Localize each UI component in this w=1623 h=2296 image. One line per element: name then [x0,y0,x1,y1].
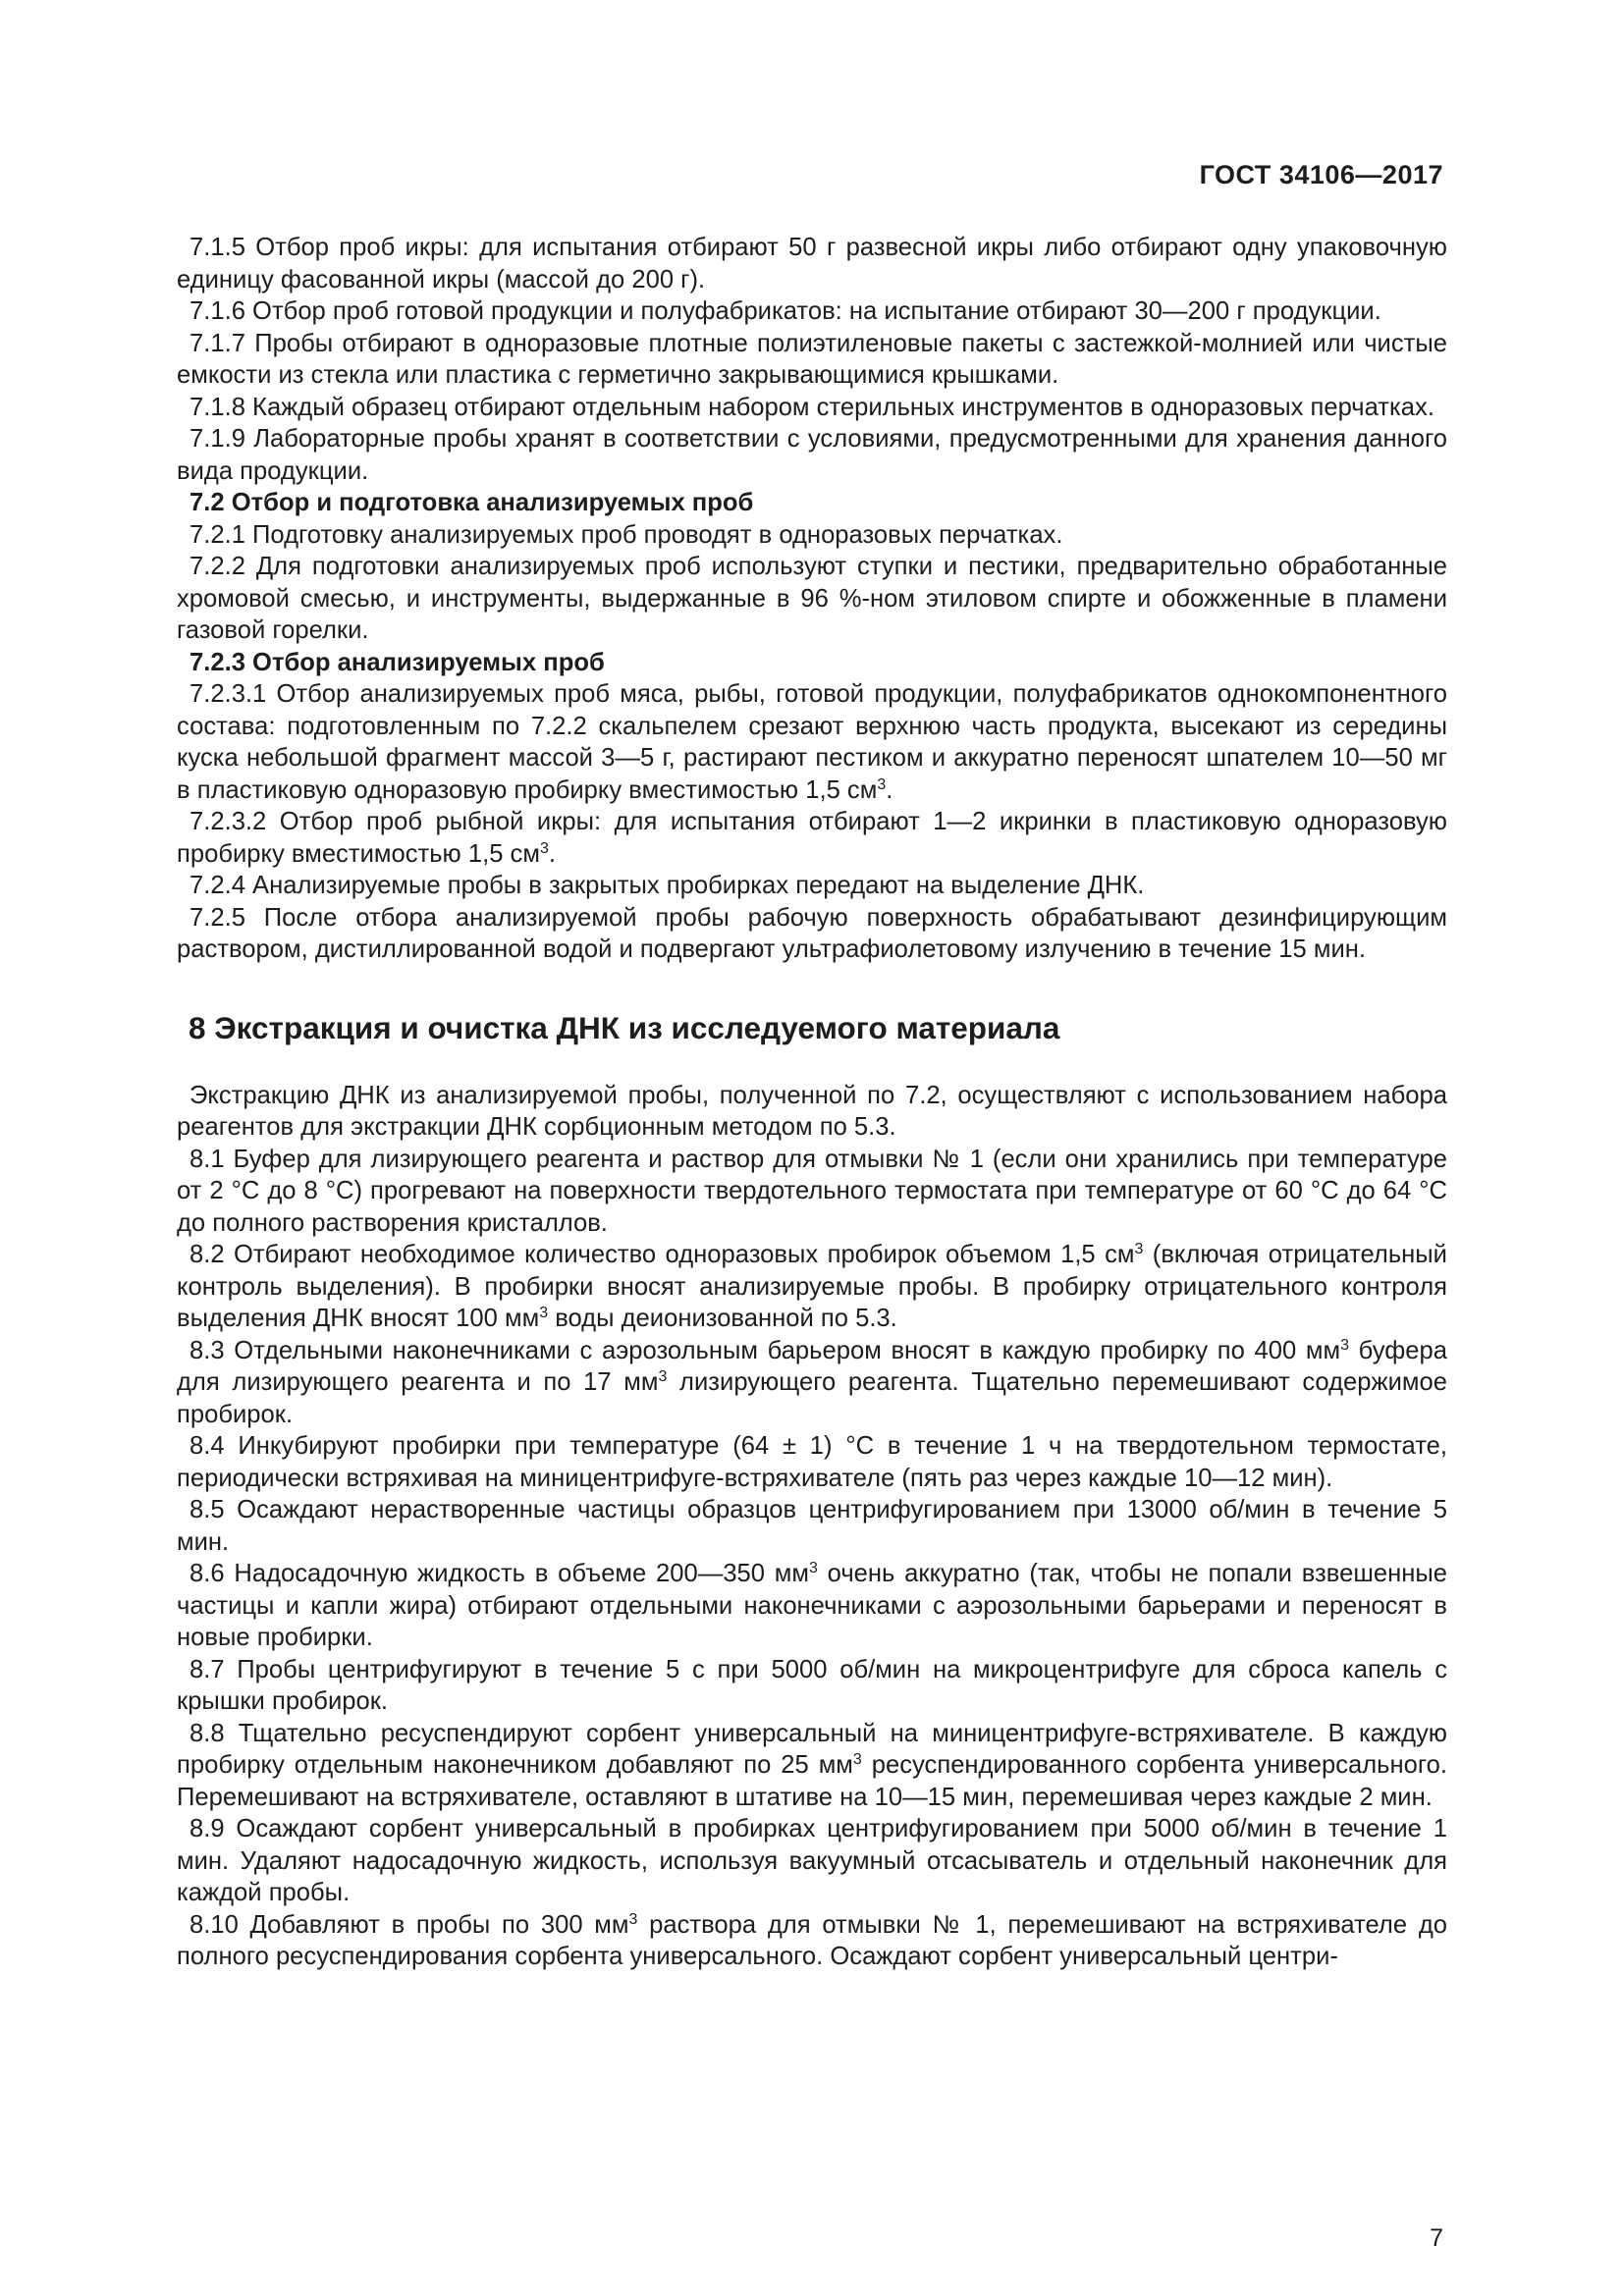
paragraph-text: 8.2 Отбирают необходимое количество одноразовых пробирок объемом 1,5 см [189,1241,1135,1268]
superscript: 3 [808,1560,818,1576]
paragraph-8-intro: Экстракцию ДНК из анализируемой пробы, полученной по 7.2, осуществляют с использованием набора реагентов для экстракции ДНК сорбционным методом по 5.3. [177,1081,1447,1141]
paragraph-7-2-3-1 [177,678,1447,806]
section-heading-8: 8 Экстракция и очистка ДНК из исследуемого материала [189,1009,1060,1045]
superscript: 3 [539,1305,549,1321]
paragraph-text: раствора для отмывки № 1, перемешивают на встряхивателе до полного ресуспендирования сорбента универсального. Осаждают сорбент универсальный центри- [177,1910,1447,1970]
superscript: 3 [1340,1336,1349,1354]
paragraph-8-1: 8.1 Буфер для лизирующего реагента и раствор для отмывки № 1 (если они хранились при температуре от 2 °С до 8 °С) прогревают на поверхности твердотельного термостата при температуре от 60 °С до 64 °С до полного растворения кристаллов. [177,1145,1447,1237]
page-number: 7 [1430,2224,1443,2252]
superscript: 3 [852,1751,862,1768]
paragraph-text: 8.10 Добавляют в пробы по 300 мм [189,1910,629,1939]
paragraph-7-2-1: 7.2.1 Подготовку анализируемых проб проводят в одноразовых перчатках. [189,520,1063,549]
paragraph-text: ресуспендированного сорбента универсального. Перемешивают на встряхивателе, оставляют в штативе на 10—15 мин, перемешивая через каждые 2 мин. [177,1751,1447,1811]
paragraph-8-9: 8.9 Осаждают сорбент универсальный в пробирках центрифугированием при 5000 об/мин в течение 1 мин. Удаляют надосадочную жидкость, используя вакуумный отсасыватель и отдельный наконечник для каждой пробы. [177,1815,1447,1906]
paragraph-text: лизирующего реагента. Тщательно перемешивают содержимое пробирок. [177,1368,1447,1428]
paragraph-7-1-8: 7.1.8 Каждый образец отбирают отдельным набором стерильных инструментов в одноразовых перчатках. [189,393,1434,421]
subsection-heading-7-2: 7.2 Отбор и подготовка анализируемых проб [189,489,754,516]
paragraph-7-1-7: 7.1.7 Пробы отбирают в одноразовые плотные полиэтиленовые пакеты с застежкой-молнией или чистые емкости из стекла или пластика с герметично закрывающимися крышками. [177,329,1447,389]
paragraph-8-4: 8.4 Инкубируют пробирки при температуре (64 ± 1) °С в течение 1 ч на твердотельном термостате, периодически встряхивая на миницентрифуге-встряхивателе (пять раз через каждые 10—12 мин). [177,1432,1447,1492]
paragraph-text: 8.8 Тщательно ресуспендируют сорбент универсальный на миницентрифуге-встряхивателе. В каждую пробирку отдельным наконечником добавляют по 25 мм [177,1719,1447,1779]
paragraph-text: 7.2.3.2 Отбор проб рыбной икры: для испытания отбирают 1—2 икринки в пластиковую одноразовую пробирку вместимостью 1,5 см [177,808,1447,868]
subsection-heading-7-2-3: 7.2.3 Отбор анализируемых проб [189,648,605,676]
superscript: 3 [658,1368,668,1385]
paragraph-7-1-6: 7.1.6 Отбор проб готовой продукции и полуфабрикатов: на испытание отбирают 30—200 г продукции. [189,297,1381,325]
paragraph-7-2-2: 7.2.2 Для подготовки анализируемых проб используют ступки и пестики, предварительно обработанные хромовой смесью, и инструменты, выдержанные в 96 %-ном этиловом спирте и обожженные в пламени газовой горелки. [177,553,1447,644]
paragraph-text: 8.6 Надосадочную жидкость в объеме 200—350 мм [189,1560,809,1587]
paragraph-text: . [548,839,556,868]
paragraph-8-3 [177,1335,1447,1431]
superscript: 3 [877,775,887,793]
paragraph-text: 8.3 Отдельными наконечниками с аэрозольным барьером вносят в каждую пробирку по 400 мм [189,1336,1341,1364]
paragraph-text: очень аккуратно (так, чтобы не попали взвешенные частицы и капли жира) отбирают отдельными наконечниками с аэрозольными барьерами и переносят в новые пробирки. [177,1560,1447,1651]
paragraph-8-10 [177,1909,1447,1973]
paragraph-8-8 [177,1718,1447,1814]
paragraph-7-2-3-2 [177,806,1447,870]
paragraph-text: (включая отрицательный контроль выделения). В пробирки вносят анализируемые пробы. В пробирку отрицательного контроля выделения ДНК вносят 100 мм [177,1241,1447,1332]
paragraph-8-7: 8.7 Пробы центрифугируют в течение 5 с при 5000 об/мин на микроцентрифуге для сброса капель с крышки пробирок. [177,1655,1447,1715]
superscript: 3 [628,1910,638,1928]
paragraph-8-2 [177,1239,1447,1335]
paragraph-text: 7.2.3.1 Отбор анализируемых проб мяса, рыбы, готовой продукции, полуфабрикатов однокомпонентного состава: подготовленным по 7.2.2 скальпелем срезают верхнюю часть продукта, высекают из середины куска небольшой фрагмент массой 3—5 г, растирают пестиком и аккуратно переносят шпателем 10—50 мг в пластиковую одноразовую пробирку вместимостью 1,5 см [177,680,1447,804]
paragraph-7-2-5: 7.2.5 После отбора анализируемой пробы рабочую поверхность обрабатывают дезинфицирующим раствором, дистиллированной водой и подвергают ультрафиолетовому излучению в течение 15 мин. [177,903,1447,963]
paragraph-8-5: 8.5 Осаждают нерастворенные частицы образцов центрифугированием при 13000 об/мин в течение 5 мин. [177,1496,1447,1556]
paragraph-7-1-5: 7.1.5 Отбор проб икры: для испытания отбирают 50 г развесной икры либо отбирают одну упаковочную единицу фасованной икры (массой до 200 г). [177,234,1447,294]
paragraph-text: воды деионизованной по 5.3. [548,1305,897,1332]
document-code-header: ГОСТ 34106—2017 [1199,160,1443,189]
paragraph-8-6 [177,1558,1447,1654]
superscript: 3 [1134,1241,1144,1257]
paragraph-7-1-9: 7.1.9 Лабораторные пробы хранят в соответствии с условиями, предусмотренными для хранения данного вида продукции. [177,425,1447,485]
superscript: 3 [539,839,549,857]
paragraph-text: . [886,775,893,804]
paragraph-7-2-4: 7.2.4 Анализируемые пробы в закрытых пробирках передают на выделение ДНК. [189,872,1145,899]
paragraph-text: буфера для лизирующего реагента и по 17 мм [177,1336,1447,1396]
document-body [177,232,1447,1973]
